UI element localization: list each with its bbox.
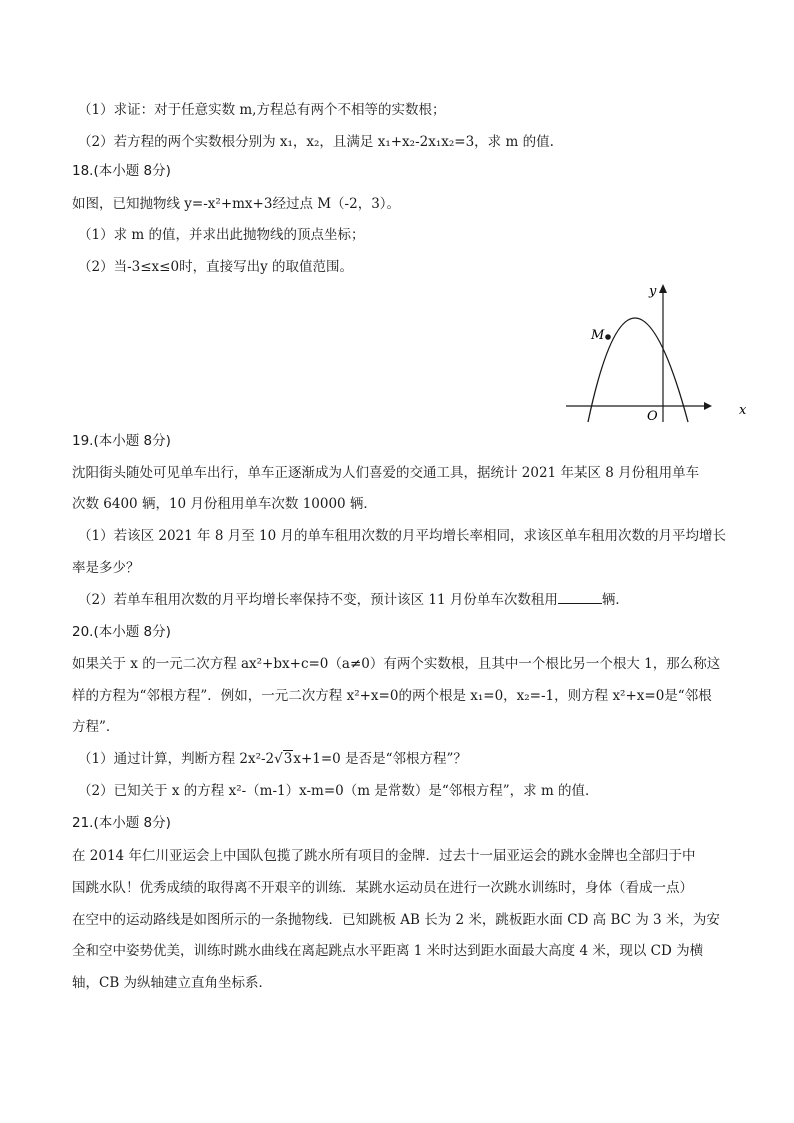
point-m: [605, 334, 611, 340]
q20-part1-text-b: x+1=0 是否是“邻根方程”？: [293, 751, 467, 767]
q21-stem-line3: 在空中的运动路线是如图所示的一条抛物线．已知跳板 AB 长为 2 米，跳板距水面 CD 高 BC 为 3 米，为安: [72, 912, 720, 928]
q19-stem-line1: 沈阳街头随处可见单车出行，单车正逐渐成为人们喜爱的交通工具，据统计 2021 年某区 8 月份租用单车: [72, 465, 700, 481]
x-axis-label: x: [739, 403, 747, 418]
q20-stem-line1: 如果关于 x 的一元二次方程 ax²+bx+c=0（a≠0）有两个实数根，且其中一个根比另一个根大 1，那么称这: [72, 656, 721, 672]
y-axis-label: y: [649, 284, 657, 299]
sqrt-symbol: √3: [274, 751, 293, 767]
q19-part2: [78, 590, 629, 610]
q20-part1-text-a: （1）通过计算，判断方程 2x²-2: [78, 751, 275, 767]
parabola-figure: [560, 280, 760, 428]
q21-stem-line1: 在 2014 年仁川亚运会上中国队包揽了跳水所有项目的金牌．过去十一届亚运会的跳水金牌也全部归于中: [72, 848, 696, 864]
q18-part1: （1）求 m 的值，并求出此抛物线的顶点坐标；: [78, 227, 365, 243]
q19-part1-line1: （1）若该区 2021 年 8 月至 10 月的单车租用次数的月平均增长率相同，求该区单车租用次数的月平均增长: [78, 528, 726, 544]
q17-part2: （2）若方程的两个实数根分别为 x₁，x₂，且满足 x₁+x₂-2x₁x₂=3，求 m 的值.: [78, 134, 554, 150]
q19-part1-line2: 率是多少？: [72, 560, 140, 576]
q21-heading: 21.(本小题 8分): [72, 815, 171, 831]
x-axis-arrow: [704, 402, 712, 410]
q20-stem-line3: 方程”．: [72, 719, 120, 735]
q20-part1: [78, 749, 467, 769]
sqrt-radicand: 3: [283, 751, 293, 767]
q18-heading: 18.(本小题 8分): [72, 163, 171, 179]
q19-stem-line2: 次数 6400 辆，10 月份租用单车次数 10000 辆．: [72, 496, 377, 512]
q17-part1: （1）求证：对于任意实数 m,方程总有两个不相等的实数根；: [78, 102, 446, 118]
q19-heading: 19.(本小题 8分): [72, 433, 171, 449]
q20-part2: （2）已知关于 x 的方程 x²-（m-1）x-m=0（m 是常数）是“邻根方程”，求 m 的值．: [78, 783, 599, 799]
y-axis-arrow: [659, 284, 667, 293]
answer-blank: [558, 591, 602, 604]
point-m-label: M: [591, 328, 605, 343]
q21-stem-line4: 全和空中姿势优美，训练时跳水曲线在离起跳点水平距离 1 米时达到距水面最大高度 4 米，现以 CD 为横: [72, 943, 704, 959]
q21-stem-line5: 轴，CB 为纵轴建立直角坐标系．: [72, 975, 273, 991]
q18-part2: （2）当-3≤x≤0时，直接写出y 的取值范围。: [78, 259, 353, 275]
q21-stem-line2: 国跳水队！优秀成绩的取得离不开艰辛的训练．某跳水运动员在进行一次跳水训练时，身体（看成一点）: [72, 880, 693, 896]
q18-stem: 如图，已知抛物线 y=-x²+mx+3经过点 M（-2，3）。: [72, 196, 401, 212]
q19-part2-text: （2）若单车租用次数的月平均增长率保持不变，预计该区 11 月份单车次数租用: [78, 592, 558, 608]
q19-part2-unit: 辆．: [601, 592, 629, 608]
q20-heading: 20.(本小题 8分): [72, 624, 171, 640]
origin-label: O: [647, 409, 658, 424]
q20-stem-line2: 样的方程为“邻根方程”．例如，一元二次方程 x²+x=0的两个根是 x₁=0，x₂=-1，则方程 x²+x=0是“邻根: [72, 688, 712, 704]
